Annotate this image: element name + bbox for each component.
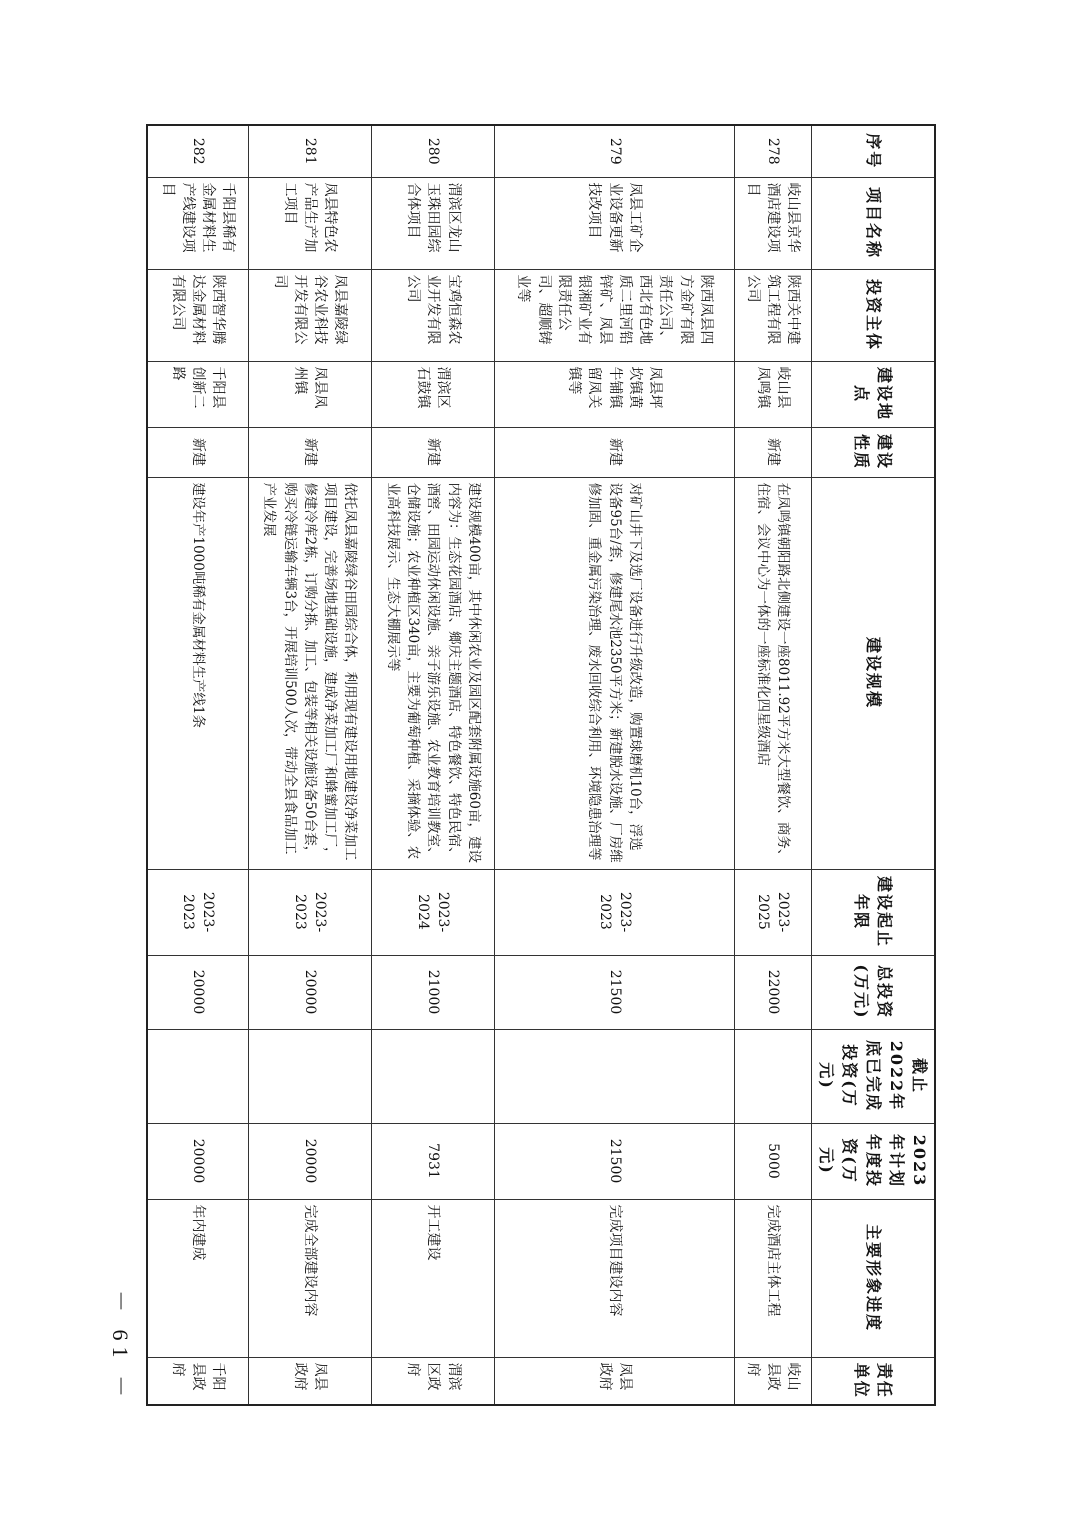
header-progress: 主要形象进度 — [812, 1199, 935, 1357]
cell-progress: 年内建成 — [147, 1199, 248, 1357]
cell-name: 渭滨区龙山玉珠田园综合体项目 — [372, 177, 495, 269]
header-unit: 责任单位 — [812, 1357, 935, 1405]
table-row — [248, 125, 371, 1405]
cell-period: 2023-2025 — [734, 869, 811, 955]
cell-unit: 千阳县政府 — [147, 1357, 248, 1405]
cell-nature: 新建 — [372, 427, 495, 477]
cell-location: 渭滨区石鼓镇 — [372, 361, 495, 427]
projects-table — [146, 124, 936, 1406]
cell-scale: 依托凤县嘉陵绿谷田园综合体，利用现有建设用地建设净菜加工项目建设，完善场地基础设施，建成净菜加工厂和蜂蜜加工厂，修建冷库2栋，订购分拣、加工、包装等相关设施设备50台套，购买冷链运输车辆3台，开展培训500人次，带动全县食品加工产业发展 — [248, 477, 371, 869]
cell-total: 21000 — [372, 955, 495, 1029]
cell-unit: 凤县政府 — [248, 1357, 371, 1405]
cell-scale: 建设年产1000吨稀有金属材料生产线1条 — [147, 477, 248, 869]
cell-investor: 陕西智华腾达金属材料有限公司 — [147, 269, 248, 361]
header-seq: 序号 — [812, 125, 935, 177]
cell-location: 凤县凤州镇 — [248, 361, 371, 427]
cell-nature: 新建 — [734, 427, 811, 477]
cell-location: 凤县坪坎镇黄牛铺镇留凤关镇等 — [495, 361, 734, 427]
table-row — [372, 125, 495, 1405]
cell-investor: 陕西关中建筑工程有限公司 — [734, 269, 811, 361]
cell-completed — [372, 1029, 495, 1123]
cell-seq: 281 — [248, 125, 371, 177]
cell-investor: 凤县嘉陵绿谷农业科技开发有限公司 — [248, 269, 371, 361]
cell-nature: 新建 — [147, 427, 248, 477]
header-total: 总投资(万元) — [812, 955, 935, 1029]
header-location: 建设地点 — [812, 361, 935, 427]
cell-total: 21500 — [495, 955, 734, 1029]
cell-location: 千阳县创新二路 — [147, 361, 248, 427]
table-row — [147, 125, 248, 1405]
table-frame — [146, 124, 936, 1404]
header-row — [812, 125, 935, 1405]
cell-name: 岐山县京华酒店建设项目 — [734, 177, 811, 269]
cell-nature: 新建 — [495, 427, 734, 477]
cell-name: 千阳县稀有金属材料生产线建设项目 — [147, 177, 248, 269]
table-row — [734, 125, 811, 1405]
cell-nature: 新建 — [248, 427, 371, 477]
cell-plan2023: 7931 — [372, 1123, 495, 1199]
cell-plan2023: 21500 — [495, 1123, 734, 1199]
cell-investor: 陕西凤县四方金矿有限责任公司、西北有色地质二里河铅锌矿、凤县银湘矿业有限责任公司、超顺铸业等 — [495, 269, 734, 361]
header-scale: 建设规模 — [812, 477, 935, 869]
cell-unit: 渭滨区政府 — [372, 1357, 495, 1405]
cell-unit: 岐山县政府 — [734, 1357, 811, 1405]
cell-seq: 282 — [147, 125, 248, 177]
cell-completed — [248, 1029, 371, 1123]
cell-progress: 开工建设 — [372, 1199, 495, 1357]
header-period: 建设起止年限 — [812, 869, 935, 955]
cell-scale: 对矿山井下及选厂设备进行升级改造，购置球磨机10台，浮选设备95台/套，修建尾水池2350平方米；新建脱水设施、厂房维修加固、重金属污染治理、废水回收综合利用、环境隐患治理等 — [495, 477, 734, 869]
cell-scale: 在凤鸣镇朝阳路北侧建设一座8011.92平方米大型餐饮、商务、住宿、会议中心为一体的一座标准化四星级酒店 — [734, 477, 811, 869]
cell-period: 2023-2024 — [372, 869, 495, 955]
cell-scale: 建设规模400亩，其中休闲农业及园区配套附属设施60亩，建设内容为：生态花园酒店、鄉庆主题酒店、特色餐饮、特色民宿、酒窖、田园运动休闲设施、亲子游乐设施、农业教育培训教室、仓储设施；农业种植区340亩，主要为葡萄种植、采摘体验、农业高科技展示、生态大棚展示等 — [372, 477, 495, 869]
table-row — [495, 125, 734, 1405]
cell-progress: 完成酒店主体工程 — [734, 1199, 811, 1357]
cell-seq: 279 — [495, 125, 734, 177]
cell-investor: 宝鸡恒森农业开发有限公司 — [372, 269, 495, 361]
cell-name: 凤县特色农产品生产加工项目 — [248, 177, 371, 269]
cell-seq: 278 — [734, 125, 811, 177]
cell-progress: 完成全部建设内容 — [248, 1199, 371, 1357]
cell-completed — [495, 1029, 734, 1123]
header-investor: 投资主体 — [812, 269, 935, 361]
cell-name: 凤县工矿企业设备更新技改项目 — [495, 177, 734, 269]
cell-completed — [734, 1029, 811, 1123]
cell-completed — [147, 1029, 248, 1123]
cell-plan2023: 20000 — [147, 1123, 248, 1199]
cell-plan2023: 20000 — [248, 1123, 371, 1199]
header-nature: 建设性质 — [812, 427, 935, 477]
page-number: － 61 － — [108, 1290, 133, 1404]
cell-location: 岐山县凤鸣镇 — [734, 361, 811, 427]
header-plan2023: 2023年计划年度投资(万元) — [812, 1123, 935, 1199]
cell-plan2023: 5000 — [734, 1123, 811, 1199]
header-completed: 截止2022年底已完成投资(万元) — [812, 1029, 935, 1123]
cell-total: 22000 — [734, 955, 811, 1029]
cell-unit: 凤县政府 — [495, 1357, 734, 1405]
cell-total: 20000 — [248, 955, 371, 1029]
header-name: 项目名称 — [812, 177, 935, 269]
cell-total: 20000 — [147, 955, 248, 1029]
cell-period: 2023-2023 — [495, 869, 734, 955]
cell-progress: 完成项目建设内容 — [495, 1199, 734, 1357]
cell-period: 2023-2023 — [147, 869, 248, 955]
cell-period: 2023-2023 — [248, 869, 371, 955]
cell-seq: 280 — [372, 125, 495, 177]
